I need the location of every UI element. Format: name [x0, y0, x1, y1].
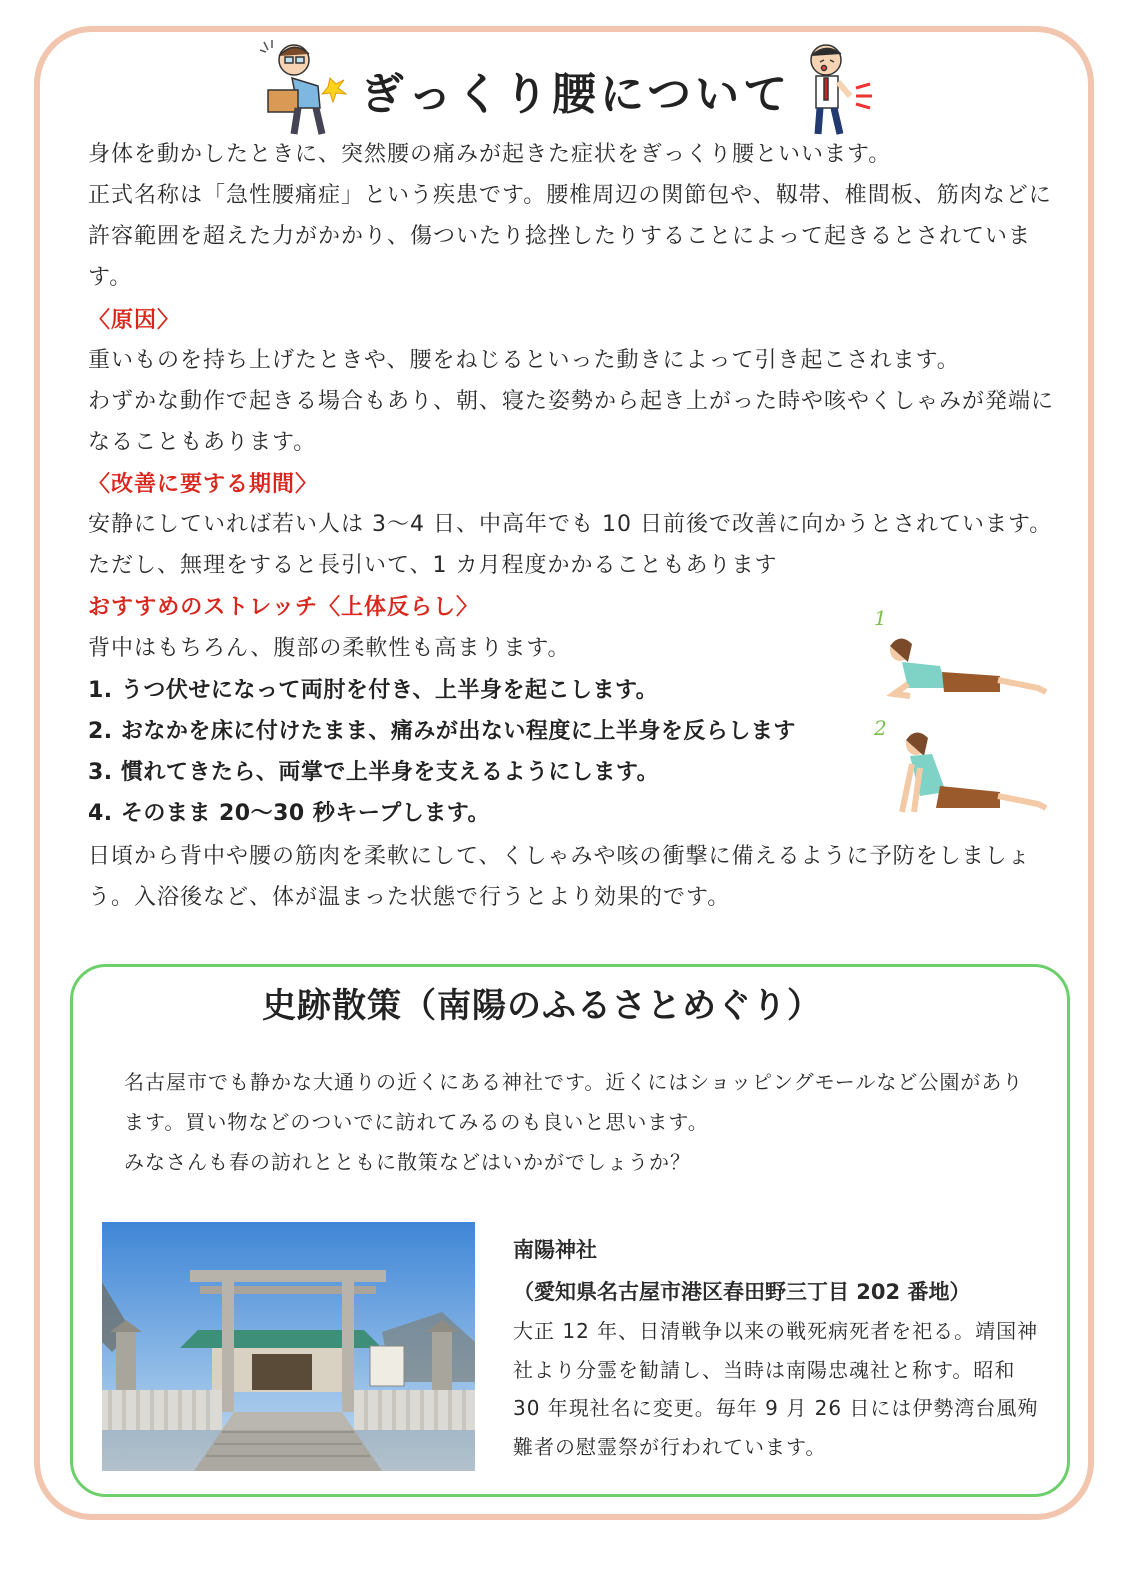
- period-paragraph: 安静にしていれば若い人は 3～4 日、中高年でも 10 日前後で改善に向かうとされています。ただし、無理をすると長引いて、1 カ月程度かかることもあります: [88, 512, 1053, 578]
- period-heading: 〈改善に要する期間〉: [88, 472, 319, 497]
- stretch-step: 1. うつ伏せになって両肘を付き、上半身を起こします。: [88, 678, 659, 703]
- stretch-step: 3. 慣れてきたら、両掌で上半身を支えるようにします。: [88, 760, 660, 785]
- historic-walk-intro: 名古屋市でも静かな大通りの近くにある神社です。近くにはショッピングモールなど公園があります。買い物などのついでに訪れてみるのも良いと思います。 みなさんも春の訪れとともに散策などはいかがでしょうか？: [124, 1070, 1024, 1174]
- shrine-description: 大正 12 年、日清戦争以来の戦死病死者を祀る。靖国神社より分霊を勧請し、当時は南陽忠魂社と称す。昭和 30 年現社名に変更。毎年 9 月 26 日には伊勢湾台風殉難者の慰霊祭が行われています。: [513, 1319, 1039, 1459]
- man-lifting-box-illustration: [258, 38, 350, 138]
- stretch-steps: [88, 670, 796, 834]
- stretch-figure-label-2: 2: [874, 716, 887, 740]
- stretch-pose-1-illustration: [880, 632, 1050, 702]
- historic-walk-title: 史跡散策（南陽のふるさとめぐり）: [262, 986, 822, 1026]
- stretch-pose-2-illustration: [880, 728, 1050, 822]
- stretch-step: 2. おなかを床に付けたまま、痛みが出ない程度に上半身を反らします: [88, 719, 796, 744]
- cause-paragraph: 重いものを持ち上げたときや、腰をねじるといった動きによって引き起こされます。 わずかな動作で起きる場合もあり、朝、寝た姿勢から起き上がった時や咳やくしゃみが発端になることもあります。: [88, 348, 1055, 455]
- shrine-photo: [102, 1222, 475, 1471]
- stretch-intro: 背中はもちろん、腹部の柔軟性も高まります。: [88, 636, 571, 661]
- closing-paragraph: 日頃から背中や腰の筋肉を柔軟にして、くしゃみや咳の衝撃に備えるように予防をしましょう。入浴後など、体が温まった状態で行うとより効果的です。: [88, 844, 1031, 910]
- cause-heading: 〈原因〉: [88, 308, 181, 333]
- stretch-step: 4. そのまま 20～30 秒キープします。: [88, 801, 491, 826]
- stretch-heading: おすすめのストレッチ〈上体反らし〉: [88, 595, 480, 620]
- article-title: ぎっくり腰について: [360, 69, 792, 120]
- man-back-pain-illustration: [790, 38, 882, 138]
- shrine-address: （愛知県名古屋市港区春田野三丁目 202 番地）: [513, 1280, 971, 1304]
- shrine-name: 南陽神社: [513, 1238, 597, 1262]
- intro-paragraph: 身体を動かしたときに、突然腰の痛みが起きた症状をぎっくり腰といいます。 正式名称は「急性腰痛症」という疾患です。腰椎周辺の関節包や、靱帯、椎間板、筋肉などに許容範囲を超えた力がかかり、傷ついたり捻挫したりすることによって起きるとされています。: [88, 142, 1052, 290]
- stretch-figure-label-1: 1: [874, 606, 887, 630]
